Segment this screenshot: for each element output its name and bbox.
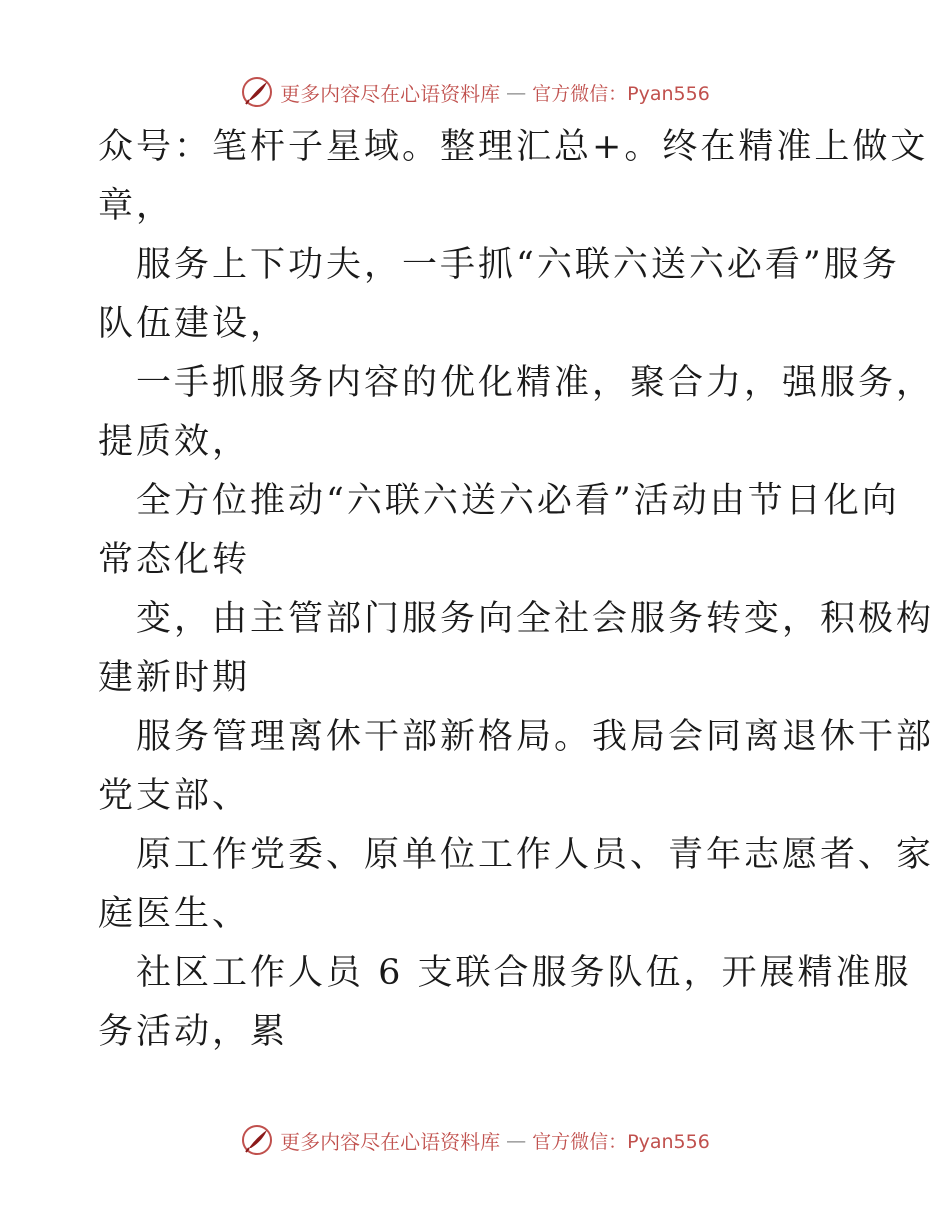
text-line: 提质效， [98,422,251,462]
header-watermark [0,72,950,112]
watermark-wechat-text: 官方微信：Pyan556 [532,1130,710,1153]
text-line: 常态化转 [98,540,251,580]
watermark-site-text: 更多内容尽在心语资料库 [280,81,501,106]
watermark-wechat-text: 官方微信：Pyan556 [532,82,710,105]
quill-pen-logo-icon [240,75,274,109]
document-body [98,118,935,1062]
text-line: 变，由主管部门服务向全社会服务转变，积极构 [136,599,935,639]
watermark-site-text: 更多内容尽在心语资料库 [280,1129,501,1154]
watermark-dash: — [506,1128,527,1152]
footer-watermark [0,1120,950,1160]
text-line: 社区工作人员 6 支联合服务队伍，开展精准服 [136,953,912,993]
quill-pen-logo-icon [240,1123,274,1157]
text-line: 原工作党委、原单位工作人员、青年志愿者、家 [136,835,935,875]
text-line: 党支部、 [98,776,251,816]
text-line: 建新时期 [98,658,251,698]
text-line: 一手抓服务内容的优化精准，聚合力，强服务， [136,363,935,403]
text-line: 庭医生、 [98,894,251,934]
watermark-dash: — [506,80,527,104]
text-line: 众号：笔杆子星域。整理汇总+。终在精准上做文 [98,127,929,167]
text-line: 章， [98,186,175,226]
text-line: 全方位推动“六联六送六必看”活动由节日化向 [136,481,900,521]
text-line: 服务管理离休干部新格局。我局会同离退休干部 [136,717,935,757]
text-line: 服务上下功夫，一手抓“六联六送六必看”服务 [136,245,900,285]
text-line: 队伍建设， [98,304,289,344]
text-line: 务活动，累 [98,1012,289,1052]
